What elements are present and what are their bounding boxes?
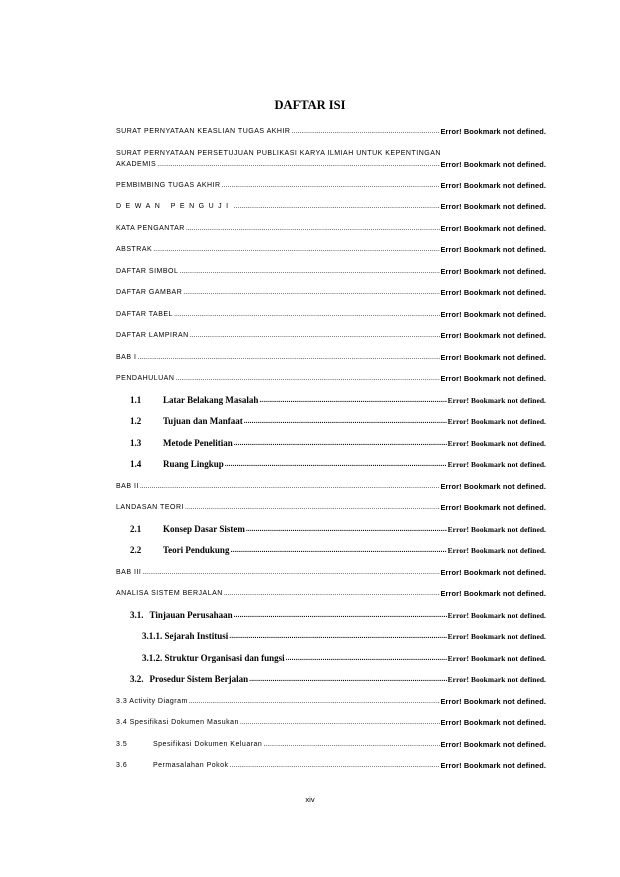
error-text: Error! Bookmark not defined. <box>440 159 546 169</box>
toc-entry-daftar-simbol[interactable] <box>116 266 546 277</box>
toc-label: BAB I <box>116 353 137 361</box>
error-text: Error! Bookmark not defined. <box>440 696 546 706</box>
error-text: Error! Bookmark not defined. <box>440 481 546 491</box>
error-text: Error! Bookmark not defined. <box>440 352 546 362</box>
dot-leader <box>140 481 440 492</box>
dot-leader <box>234 609 447 621</box>
dot-leader <box>153 244 439 255</box>
dot-leader <box>292 126 440 137</box>
toc-label: Spesifikasi Dokumen Keluaran <box>153 740 263 748</box>
section-number: 3.6 <box>116 762 128 769</box>
toc-label: SURAT PERNYATAAN KEASLIAN TUGAS AKHIR <box>116 128 291 135</box>
toc-label: Konsep Dasar Sistem <box>163 523 245 534</box>
error-text: Error! Bookmark not defined. <box>440 288 546 297</box>
error-text: Error! Bookmark not defined. <box>440 202 546 211</box>
toc-label: Permasalahan Pokok <box>153 762 229 769</box>
toc-entry-1-1[interactable] <box>116 395 546 406</box>
toc-label: PENDAHULUAN <box>116 375 175 382</box>
page-number: xiv <box>305 795 315 804</box>
toc-entry-2-1[interactable] <box>116 524 546 535</box>
error-text: Error! Bookmark not defined. <box>440 567 546 577</box>
toc-entry-1-3[interactable] <box>116 438 546 449</box>
dot-leader <box>246 523 447 535</box>
table-of-contents <box>116 126 546 782</box>
toc-entry-3-2[interactable] <box>116 674 546 685</box>
toc-label: 3.4 Spesifikasi Dokumen Masukan <box>116 719 239 726</box>
dot-leader <box>230 544 446 556</box>
toc-entry-3-5[interactable] <box>116 739 546 750</box>
toc-label: DAFTAR LAMPIRAN <box>116 332 189 339</box>
dot-leader <box>179 266 439 277</box>
toc-label: Teori Pendukung <box>163 545 230 555</box>
toc-label: 3.1.2. Struktur Organisasi dan fungsi <box>142 652 285 663</box>
error-text: Error! Bookmark not defined. <box>440 331 546 340</box>
error-text: Error! Bookmark not defined. <box>447 460 546 469</box>
dot-leader <box>183 287 439 298</box>
toc-entry-pembimbing[interactable] <box>116 180 546 191</box>
dot-leader <box>225 458 447 470</box>
error-text: Error! Bookmark not defined. <box>440 739 546 749</box>
toc-entry-pendahuluan[interactable] <box>116 373 546 384</box>
toc-label: ABSTRAK <box>116 246 153 253</box>
section-number: 3.1. <box>130 609 144 620</box>
dot-leader <box>234 201 440 212</box>
toc-entry-surat-publikasi[interactable] <box>116 148 546 170</box>
error-text: Error! Bookmark not defined. <box>440 266 546 276</box>
dot-leader <box>229 630 446 642</box>
error-text: Error! Bookmark not defined. <box>447 524 546 534</box>
toc-entry-analisa-sistem[interactable] <box>116 588 546 599</box>
error-text: Error! Bookmark not defined. <box>447 610 546 620</box>
dot-leader <box>259 394 446 406</box>
toc-label: DAFTAR GAMBAR <box>116 289 183 296</box>
dot-leader <box>174 309 440 320</box>
toc-entry-surat-keaslian[interactable] <box>116 126 546 137</box>
error-text: Error! Bookmark not defined. <box>447 653 546 663</box>
toc-label: ANALISA SISTEM BERJALAN <box>116 590 223 597</box>
section-number: 1.1 <box>130 394 142 405</box>
error-text: Error! Bookmark not defined. <box>440 180 546 190</box>
error-text: Error! Bookmark not defined. <box>447 546 546 555</box>
dot-leader <box>234 437 447 449</box>
error-text: Error! Bookmark not defined. <box>440 245 546 254</box>
dot-leader <box>263 739 439 750</box>
dot-leader <box>142 567 439 578</box>
toc-label: Tujuan dan Manfaat <box>163 416 243 426</box>
error-text: Error! Bookmark not defined. <box>447 395 546 405</box>
toc-entry-kata-pengantar[interactable] <box>116 223 546 234</box>
error-text: Error! Bookmark not defined. <box>440 309 546 319</box>
section-number: 1.3 <box>130 437 142 448</box>
dot-leader <box>137 352 439 363</box>
toc-entry-bab-1[interactable] <box>116 352 546 363</box>
dot-leader <box>175 373 439 384</box>
dot-leader <box>230 760 440 771</box>
error-text: Error! Bookmark not defined. <box>440 127 546 136</box>
toc-entry-2-2[interactable] <box>116 545 546 556</box>
error-text: Error! Bookmark not defined. <box>447 438 546 448</box>
section-number: 1.2 <box>130 416 142 426</box>
toc-entry-3-4[interactable] <box>116 717 546 728</box>
section-number: 2.2 <box>130 545 142 555</box>
section-number: 1.4 <box>130 459 142 469</box>
toc-label: DAFTAR SIMBOL <box>116 267 179 275</box>
toc-label: KATA PENGANTAR <box>116 224 185 232</box>
error-text: Error! Bookmark not defined. <box>440 223 546 233</box>
section-number: 3.5 <box>116 740 128 748</box>
toc-entry-1-2[interactable] <box>116 416 546 427</box>
dot-leader <box>224 588 440 599</box>
dot-leader <box>189 696 440 707</box>
toc-label: LANDASAN TEORI <box>116 504 184 511</box>
toc-label: 3.3 Activity Diagram <box>116 697 188 705</box>
toc-label-continued: AKADEMIS <box>116 160 157 168</box>
toc-entry-1-4[interactable] <box>116 459 546 470</box>
toc-entry-3-1-2[interactable] <box>116 653 546 664</box>
toc-label: 3.1.1. Sejarah Institusi <box>142 631 229 641</box>
toc-label: Tinjauan Perusahaan <box>149 609 233 620</box>
toc-label: PEMBIMBING TUGAS AKHIR <box>116 181 221 189</box>
dot-leader <box>240 717 440 728</box>
dot-leader <box>190 330 440 341</box>
error-text: Error! Bookmark not defined. <box>440 374 546 383</box>
error-text: Error! Bookmark not defined. <box>440 718 546 727</box>
error-text: Error! Bookmark not defined. <box>447 632 546 641</box>
toc-entry-3-1[interactable] <box>116 610 546 621</box>
toc-entry-bab-3[interactable] <box>116 567 546 578</box>
toc-label: Metode Penelitian <box>163 437 233 448</box>
toc-entry-daftar-lampiran[interactable] <box>116 330 546 341</box>
toc-entry-daftar-gambar[interactable] <box>116 287 546 298</box>
dot-leader <box>186 223 440 234</box>
toc-entry-3-6[interactable] <box>116 760 546 771</box>
toc-entry-3-3[interactable] <box>116 696 546 707</box>
error-text: Error! Bookmark not defined. <box>447 675 546 684</box>
page-title: DAFTAR ISI <box>274 98 346 112</box>
section-number: 3.2. <box>130 674 144 684</box>
toc-label: Latar Belakang Masalah <box>163 394 259 405</box>
toc-entry-3-1-1[interactable] <box>116 631 546 642</box>
toc-label: Ruang Lingkup <box>163 459 224 469</box>
dot-leader <box>249 673 446 685</box>
toc-entry-dewan-penguji[interactable] <box>116 201 546 212</box>
dot-leader <box>244 415 447 427</box>
toc-entry-landasan-teori[interactable] <box>116 502 546 513</box>
toc-label: DAFTAR TABEL <box>116 310 173 318</box>
error-text: Error! Bookmark not defined. <box>440 589 546 598</box>
dot-leader <box>157 159 439 170</box>
toc-entry-bab-2[interactable] <box>116 481 546 492</box>
section-number: 2.1 <box>130 523 142 534</box>
error-text: Error! Bookmark not defined. <box>447 417 546 426</box>
toc-label: Prosedur Sistem Berjalan <box>149 674 249 684</box>
toc-label: BAB II <box>116 482 139 490</box>
toc-label: SURAT PERNYATAAN PERSETUJUAN PUBLIKASI KARYA ILMIAH UNTUK KEPENTINGAN <box>116 149 441 157</box>
dot-leader <box>222 180 440 191</box>
error-text: Error! Bookmark not defined. <box>440 761 546 770</box>
toc-label: DEWAN PENGUJI <box>116 203 233 210</box>
toc-label: BAB III <box>116 568 142 576</box>
error-text: Error! Bookmark not defined. <box>440 503 546 512</box>
toc-entry-abstrak[interactable] <box>116 244 546 255</box>
dot-leader <box>185 502 440 513</box>
toc-entry-daftar-tabel[interactable] <box>116 309 546 320</box>
dot-leader <box>286 652 447 664</box>
